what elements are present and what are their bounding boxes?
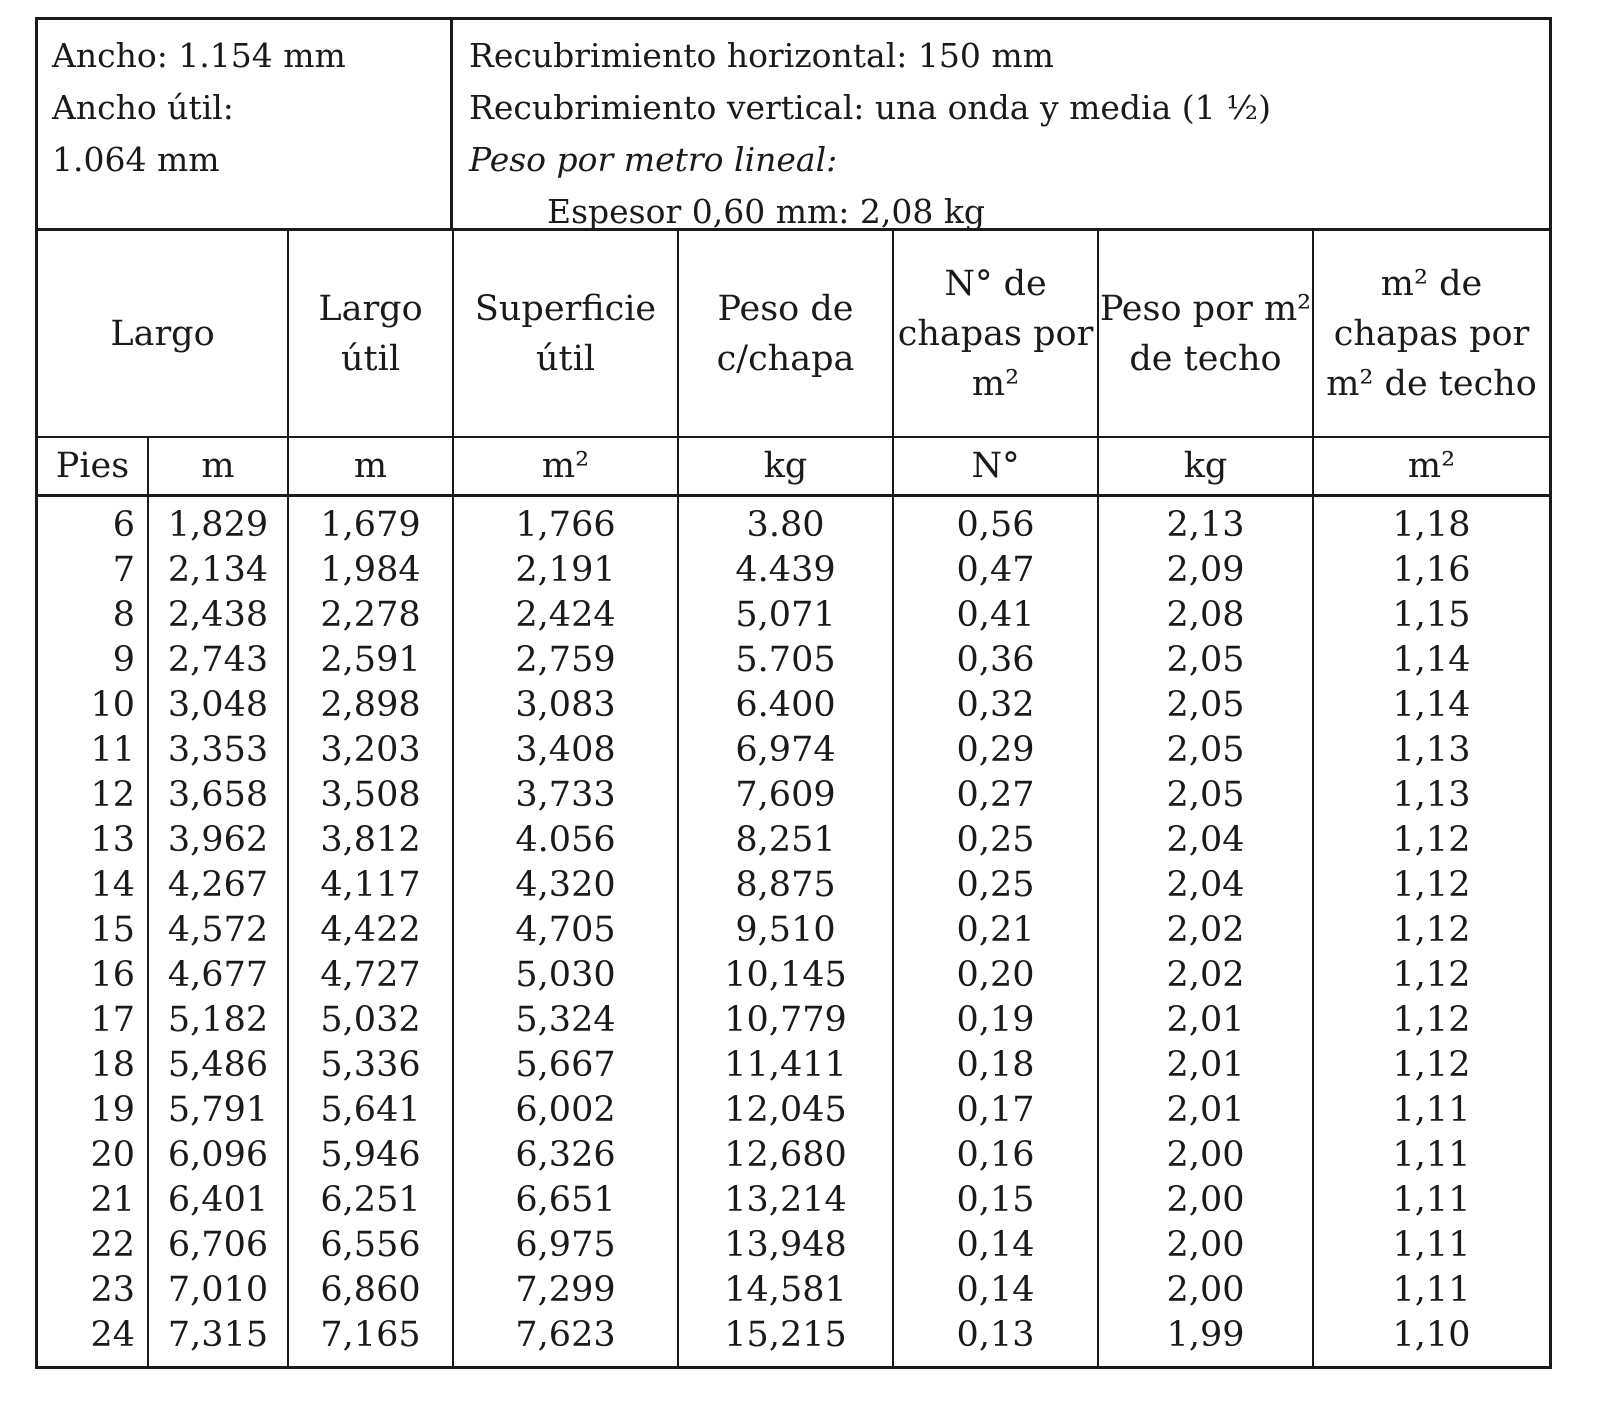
table-cell: 2,09 <box>1098 548 1313 593</box>
table-cell: 1,984 <box>288 548 453 593</box>
table-cell: 3,658 <box>148 773 288 818</box>
unit-cell: m <box>148 437 288 496</box>
table-row <box>38 953 1549 998</box>
table-cell: 3,048 <box>148 683 288 728</box>
table-cell: 2,278 <box>288 593 453 638</box>
table-cell: 0,17 <box>893 1088 1098 1133</box>
unit-cell: kg <box>1098 437 1313 496</box>
table-cell: 7,315 <box>148 1313 288 1366</box>
ancho-util: 1.064 mm <box>52 140 220 179</box>
table-cell: 5,032 <box>288 998 453 1043</box>
table-cell: 2,05 <box>1098 728 1313 773</box>
table-cell: 3.80 <box>678 496 893 549</box>
data-table <box>38 231 1549 1366</box>
table-cell: 23 <box>38 1268 148 1313</box>
ancho: Ancho: 1.154 mm <box>52 36 346 75</box>
table-row <box>38 593 1549 638</box>
unit-cell: kg <box>678 437 893 496</box>
table-cell: 3,733 <box>453 773 678 818</box>
table-cell: 6,975 <box>453 1223 678 1268</box>
table-cell: 0,25 <box>893 818 1098 863</box>
table-row <box>38 1223 1549 1268</box>
table-cell: 6 <box>38 496 148 549</box>
table-cell: 13 <box>38 818 148 863</box>
table-cell: 2,191 <box>453 548 678 593</box>
header-cell: Peso por m² de techo <box>1098 231 1313 437</box>
table-row <box>38 818 1549 863</box>
table-cell: 21 <box>38 1178 148 1223</box>
espesor: Espesor 0,60 mm: 2,08 kg <box>547 192 985 231</box>
table-row <box>38 998 1549 1043</box>
table-cell: 1,11 <box>1392 1225 1471 1265</box>
table-cell: 2,04 <box>1098 818 1313 863</box>
table-cell: 2,743 <box>148 638 288 683</box>
table-cell: 0,36 <box>893 638 1098 683</box>
table-row <box>38 908 1549 953</box>
table-cell: 2,01 <box>1098 1043 1313 1088</box>
table-cell: 19 <box>38 1088 148 1133</box>
table-cell: 2,424 <box>453 593 678 638</box>
table-cell: 12,045 <box>678 1088 893 1133</box>
header-cell: Superficie útil <box>453 231 678 437</box>
table-cell: 0,32 <box>893 683 1098 728</box>
table-cell: 6,651 <box>453 1178 678 1223</box>
table-cell: 2,08 <box>1098 593 1313 638</box>
table-cell: 14,581 <box>678 1268 893 1313</box>
table-cell: 1,99 <box>1098 1313 1313 1366</box>
table-cell: 2,00 <box>1098 1268 1313 1313</box>
table-cell: 3,962 <box>148 818 288 863</box>
table-cell: 8 <box>38 593 148 638</box>
table-cell: 4,572 <box>148 908 288 953</box>
table-cell: 3,508 <box>288 773 453 818</box>
header-cell: N° de chapas por m² <box>893 231 1098 437</box>
table-cell: 6,251 <box>288 1178 453 1223</box>
info-box <box>38 20 1549 231</box>
table-cell: 1,12 <box>1392 910 1471 950</box>
table-cell: 7,165 <box>288 1313 453 1366</box>
table-cell: 15,215 <box>678 1313 893 1366</box>
header-cell: Largo <box>38 231 288 437</box>
table-cell: 4,267 <box>148 863 288 908</box>
table-cell: 6,401 <box>148 1178 288 1223</box>
table-cell: 1,12 <box>1392 955 1471 995</box>
table-cell: 13,214 <box>678 1178 893 1223</box>
table-cell: 1,12 <box>1392 1045 1471 1085</box>
table-cell: 2,438 <box>148 593 288 638</box>
table-cell: 1,12 <box>1392 820 1471 860</box>
table-cell: 6,096 <box>148 1133 288 1178</box>
table-cell: 2,02 <box>1098 908 1313 953</box>
table-row <box>38 728 1549 773</box>
units-row <box>38 437 1549 496</box>
table-cell: 1,14 <box>1392 640 1471 680</box>
table-cell: 5,791 <box>148 1088 288 1133</box>
ancho-util-label: Ancho útil: <box>52 88 234 127</box>
table-row <box>38 1268 1549 1313</box>
table-cell: 4,727 <box>288 953 453 998</box>
table-cell: 5,641 <box>288 1088 453 1133</box>
table-cell: 6,974 <box>678 728 893 773</box>
table-row <box>38 1088 1549 1133</box>
table-cell: 7,623 <box>453 1313 678 1366</box>
unit-cell: m <box>288 437 453 496</box>
table-cell: 5,667 <box>453 1043 678 1088</box>
table-cell: 0,18 <box>893 1043 1098 1088</box>
table-cell: 2,05 <box>1098 683 1313 728</box>
table-cell: 4,422 <box>288 908 453 953</box>
table-cell: 0,15 <box>893 1178 1098 1223</box>
spec-table <box>35 17 1552 1369</box>
table-cell: 1,11 <box>1392 1270 1471 1310</box>
table-cell: 6,706 <box>148 1223 288 1268</box>
table-cell: 16 <box>38 953 148 998</box>
table-cell: 4,117 <box>288 863 453 908</box>
table-cell: 0,41 <box>893 593 1098 638</box>
table-cell: 0,20 <box>893 953 1098 998</box>
table-cell: 1,11 <box>1392 1180 1471 1220</box>
table-cell: 0,16 <box>893 1133 1098 1178</box>
unit-cell: m² <box>1313 437 1549 496</box>
table-cell: 5.705 <box>678 638 893 683</box>
table-cell: 7,299 <box>453 1268 678 1313</box>
table-cell: 5,030 <box>453 953 678 998</box>
table-cell: 3,203 <box>288 728 453 773</box>
table-cell: 2,04 <box>1098 863 1313 908</box>
table-cell: 0,21 <box>893 908 1098 953</box>
table-cell: 3,812 <box>288 818 453 863</box>
table-cell: 5,336 <box>288 1043 453 1088</box>
table-cell: 15 <box>38 908 148 953</box>
header-cell: Largo útil <box>288 231 453 437</box>
table-row <box>38 1133 1549 1178</box>
table-cell: 9,510 <box>678 908 893 953</box>
table-cell: 3,408 <box>453 728 678 773</box>
table-cell: 0,47 <box>893 548 1098 593</box>
table-cell: 8,875 <box>678 863 893 908</box>
table-cell: 1,12 <box>1392 865 1471 905</box>
table-cell: 1,829 <box>148 496 288 549</box>
table-cell: 9 <box>38 638 148 683</box>
table-cell: 1,679 <box>288 496 453 549</box>
table-cell: 2,759 <box>453 638 678 683</box>
table-cell: 3,353 <box>148 728 288 773</box>
table-cell: 1,18 <box>1392 505 1471 545</box>
header-cell: Peso de c/chapa <box>678 231 893 437</box>
table-cell: 7,010 <box>148 1268 288 1313</box>
table-cell: 1,10 <box>1392 1315 1471 1355</box>
table-cell: 0,14 <box>893 1223 1098 1268</box>
table-cell: 2,02 <box>1098 953 1313 998</box>
table-cell: 1,15 <box>1392 595 1471 635</box>
table-cell: 0,27 <box>893 773 1098 818</box>
table-cell: 20 <box>38 1133 148 1178</box>
table-cell: 2,134 <box>148 548 288 593</box>
table-cell: 10 <box>38 683 148 728</box>
width-info <box>38 20 453 228</box>
table-cell: 4,320 <box>453 863 678 908</box>
peso-label: Peso por metro lineal: <box>469 140 838 179</box>
table-cell: 22 <box>38 1223 148 1268</box>
header-cell: m² de chapas por m² de techo <box>1313 231 1549 437</box>
table-row <box>38 863 1549 908</box>
table-cell: 10,145 <box>678 953 893 998</box>
table-row <box>38 773 1549 818</box>
table-cell: 1,16 <box>1392 550 1471 590</box>
table-cell: 18 <box>38 1043 148 1088</box>
table-cell: 2,05 <box>1098 773 1313 818</box>
table-cell: 8,251 <box>678 818 893 863</box>
table-cell: 24 <box>38 1313 148 1366</box>
overlap-info <box>453 20 1549 231</box>
unit-cell: Pies <box>38 437 148 496</box>
table-row <box>38 638 1549 683</box>
table-cell: 1,766 <box>453 496 678 549</box>
table-cell: 0,25 <box>893 863 1098 908</box>
table-cell: 4,705 <box>453 908 678 953</box>
table-cell: 2,00 <box>1098 1178 1313 1223</box>
table-cell: 6,326 <box>453 1133 678 1178</box>
table-cell: 0,19 <box>893 998 1098 1043</box>
table-cell: 13,948 <box>678 1223 893 1268</box>
header-row <box>38 231 1549 437</box>
table-cell: 1,13 <box>1392 775 1471 815</box>
table-row <box>38 1178 1549 1223</box>
table-cell: 1,12 <box>1392 1000 1471 1040</box>
table-cell: 2,13 <box>1098 496 1313 549</box>
table-cell: 7 <box>38 548 148 593</box>
table-cell: 14 <box>38 863 148 908</box>
table-cell: 17 <box>38 998 148 1043</box>
table-row <box>38 548 1549 593</box>
table-cell: 5,486 <box>148 1043 288 1088</box>
unit-cell: m² <box>453 437 678 496</box>
table-row <box>38 1043 1549 1088</box>
table-cell: 0,29 <box>893 728 1098 773</box>
table-cell: 12 <box>38 773 148 818</box>
table-cell: 2,591 <box>288 638 453 683</box>
rec-horizontal: Recubrimiento horizontal: 150 mm <box>469 36 1054 75</box>
table-cell: 6,860 <box>288 1268 453 1313</box>
table-cell: 6.400 <box>678 683 893 728</box>
table-cell: 2,00 <box>1098 1133 1313 1178</box>
table-cell: 4,677 <box>148 953 288 998</box>
table-cell: 2,05 <box>1098 638 1313 683</box>
table-cell: 1,11 <box>1392 1090 1471 1130</box>
table-row <box>38 1313 1549 1366</box>
table-cell: 3,083 <box>453 683 678 728</box>
table-cell: 6,556 <box>288 1223 453 1268</box>
table-cell: 2,898 <box>288 683 453 728</box>
table-cell: 12,680 <box>678 1133 893 1178</box>
table-cell: 0,13 <box>893 1313 1098 1366</box>
table-cell: 5,324 <box>453 998 678 1043</box>
table-cell: 4.056 <box>453 818 678 863</box>
unit-cell: N° <box>893 437 1098 496</box>
table-cell: 4.439 <box>678 548 893 593</box>
table-cell: 11 <box>38 728 148 773</box>
table-cell: 2,01 <box>1098 998 1313 1043</box>
rec-vertical: Recubrimiento vertical: una onda y media (1 ½) <box>469 88 1271 127</box>
table-cell: 7,609 <box>678 773 893 818</box>
table-cell: 0,56 <box>893 496 1098 549</box>
table-cell: 2,01 <box>1098 1088 1313 1133</box>
table-cell: 1,13 <box>1392 730 1471 770</box>
table-cell: 2,00 <box>1098 1223 1313 1268</box>
table-cell: 1,11 <box>1392 1135 1471 1175</box>
table-row <box>38 496 1549 549</box>
table-cell: 1,14 <box>1392 685 1471 725</box>
table-cell: 5,946 <box>288 1133 453 1178</box>
table-cell: 5,071 <box>678 593 893 638</box>
table-cell: 6,002 <box>453 1088 678 1133</box>
table-cell: 0,14 <box>893 1268 1098 1313</box>
table-row <box>38 683 1549 728</box>
table-cell: 10,779 <box>678 998 893 1043</box>
table-cell: 5,182 <box>148 998 288 1043</box>
table-cell: 11,411 <box>678 1043 893 1088</box>
